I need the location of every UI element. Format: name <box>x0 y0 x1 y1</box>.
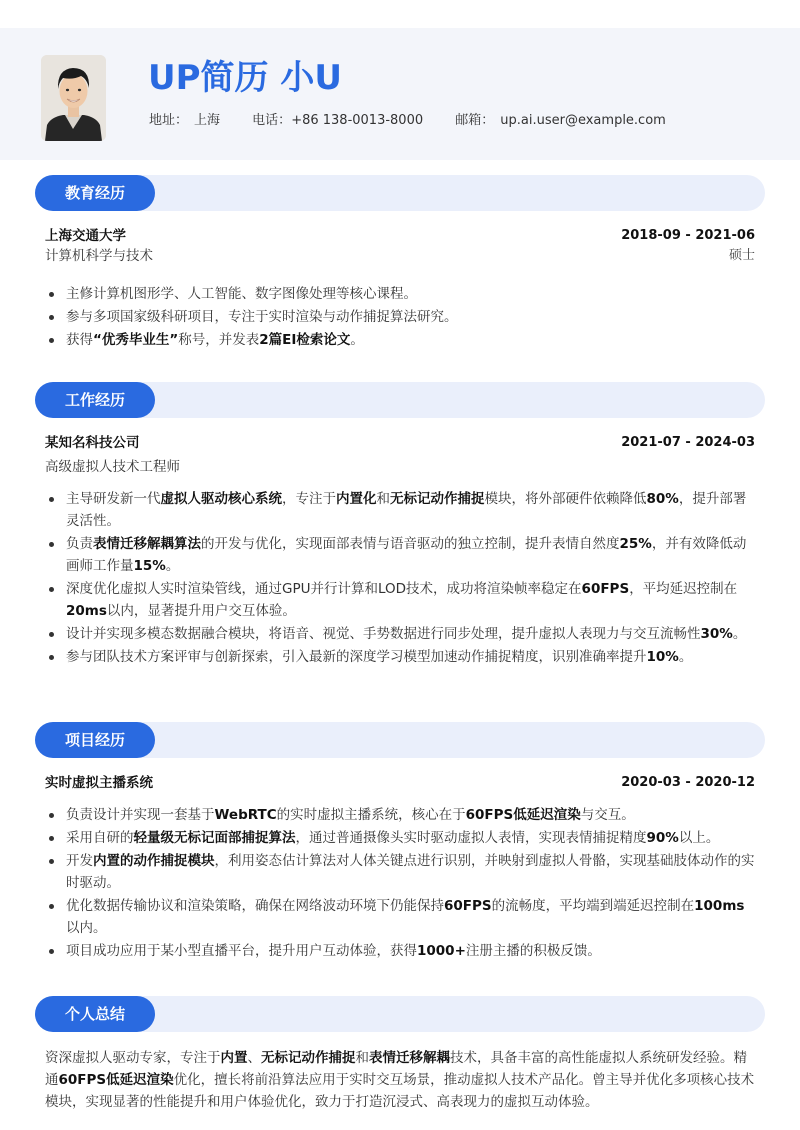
text-run: 优化数据传输协议和渲染策略，确保在网络波动环境下仍能保持 <box>66 898 444 914</box>
text-run: 优化，擅长将前沿算法应用于实时交互场景，推动虚拟人技术产品化。曾主导并优化多项核心技术模块，实现显著的性能提升和用户体验优化，致力于打造沉浸式、高表现力的虚拟互动体验。 <box>45 1072 755 1110</box>
bullet-item <box>45 646 755 668</box>
contact-email-label: 邮箱： <box>455 113 495 128</box>
work-bullets <box>45 488 755 669</box>
work-subrow <box>45 457 755 477</box>
project-name: 实时虚拟主播系统 <box>45 775 153 791</box>
text-run: 获得 <box>66 332 93 348</box>
text-run: 模块，将外部硬件依赖降低 <box>484 491 647 507</box>
text-run: 主导研发新一代 <box>66 491 161 507</box>
bullet-item <box>45 306 755 328</box>
text-run: ，提升部署灵活性。 <box>66 491 747 529</box>
section-education <box>35 175 765 211</box>
section-work-heading: 工作经历 <box>35 382 155 418</box>
highlight-text: 60FPS <box>581 581 630 597</box>
text-run: 深度优化虚拟人实时渲染管线，通过GPU并行计算和LOD技术，成功将渲染帧率稳定在 <box>66 581 582 597</box>
text-run: 与交互。 <box>580 807 635 823</box>
contact-address <box>149 113 220 129</box>
project-bullets <box>45 804 755 963</box>
highlight-text: 无标记动作捕捉 <box>390 491 485 507</box>
text-run: 负责设计并实现一套基于 <box>66 807 215 823</box>
bullet-item <box>45 623 755 645</box>
text-run: 。 <box>732 626 747 642</box>
contact-email-value: up.ai.user@example.com <box>500 113 666 128</box>
work-entry <box>45 433 755 453</box>
work-company: 某知名科技公司 <box>45 435 140 451</box>
section-summary <box>35 996 765 1032</box>
avatar-portrait-icon <box>41 55 106 141</box>
text-run: 以上。 <box>678 830 720 846</box>
highlight-text: 60FPS <box>444 898 492 914</box>
text-run: ，平均延迟控制在 <box>629 581 738 597</box>
section-project <box>35 722 765 758</box>
text-run: 参与团队技术方案评审与创新探索，引入最新的深度学习模型加速动作捕捉精度，识别准确率提升 <box>66 649 647 665</box>
highlight-text: “优秀毕业生” <box>93 332 179 348</box>
section-work <box>35 382 765 418</box>
highlight-text: 90% <box>646 830 679 846</box>
text-run: ，利用姿态估计算法对人体关键点进行识别，并映射到虚拟人骨骼，实现基础肢体动作的实时驱动。 <box>66 853 755 891</box>
text-run: 称号，并发表 <box>178 332 260 348</box>
text-run: 负责 <box>66 536 93 552</box>
education-degree: 硕士 <box>728 248 755 263</box>
text-run: 项目成功应用于某小型直播平台，提升用户互动体验，获得 <box>66 943 417 959</box>
contact-address-value: 上海 <box>194 113 221 128</box>
highlight-text: 80% <box>646 491 679 507</box>
text-run: 注册主播的积极反馈。 <box>465 943 601 959</box>
bullet-item <box>45 533 755 577</box>
text-run: 开发 <box>66 853 93 869</box>
highlight-text: 无标记动作捕捉 <box>261 1050 356 1066</box>
text-run: 主修计算机图形学、人工智能、数字图像处理等核心课程。 <box>66 286 417 302</box>
highlight-text: 60FPS低延迟渲染 <box>465 807 581 823</box>
highlight-text: 2篇EI检索论文 <box>259 332 351 348</box>
contact-phone-value: +86 138-0013-8000 <box>291 113 424 128</box>
work-date: 2021-07 - 2024-03 <box>621 435 755 450</box>
highlight-text: 15% <box>133 558 166 574</box>
text-run: 。 <box>165 558 180 574</box>
highlight-text: 10% <box>646 649 679 665</box>
highlight-text: 表情迁移解耦 <box>369 1050 450 1066</box>
education-bullets <box>45 283 755 352</box>
text-run: 和 <box>355 1050 369 1066</box>
text-run: 的实时虚拟主播系统，核心在于 <box>276 807 466 823</box>
section-summary-heading: 个人总结 <box>35 996 155 1032</box>
contact-phone-label: 电话： <box>252 113 292 128</box>
bullet-item <box>45 940 755 962</box>
text-run: 以内，显著提升用户交互体验。 <box>106 603 296 619</box>
highlight-text: 内置化 <box>336 491 377 507</box>
text-run: 。 <box>350 332 364 348</box>
education-subrow <box>45 246 755 266</box>
resume-header <box>0 28 800 160</box>
highlight-text: 轻量级无标记面部捕捉算法 <box>133 830 296 846</box>
section-project-heading: 项目经历 <box>35 722 155 758</box>
bullet-item <box>45 895 755 939</box>
text-run: 资深虚拟人驱动专家，专注于 <box>45 1050 221 1066</box>
highlight-text: 20ms <box>66 603 107 619</box>
highlight-text: 25% <box>619 536 652 552</box>
bullet-item <box>45 283 755 305</box>
highlight-text: 1000+ <box>417 943 466 959</box>
education-school: 上海交通大学 <box>45 228 126 244</box>
highlight-text: WebRTC <box>214 807 277 823</box>
highlight-text: 100ms <box>694 898 745 914</box>
bullet-item <box>45 488 755 532</box>
bullet-item <box>45 804 755 826</box>
contact-email <box>455 113 666 129</box>
resume-name: UP简历 小U <box>148 58 342 98</box>
text-run: 参与多项国家级科研项目，专注于实时渲染与动作捕捉算法研究。 <box>66 309 458 325</box>
highlight-text: 内置的动作捕捉模块 <box>93 853 215 869</box>
text-run: ，并有效降低动画师工作量 <box>66 536 747 574</box>
text-run: 的开发与优化，实现面部表情与语音驱动的独立控制，提升表情自然度 <box>201 536 620 552</box>
contact-phone <box>252 113 423 129</box>
text-run: ，专注于 <box>282 491 336 507</box>
avatar <box>41 55 106 141</box>
bullet-item <box>45 827 755 849</box>
bullet-item <box>45 329 755 351</box>
summary-text <box>45 1047 755 1113</box>
project-entry <box>45 773 755 793</box>
highlight-text: 60FPS低延迟渲染 <box>58 1072 174 1088</box>
text-run: 、 <box>247 1050 261 1066</box>
text-run: 采用自研的 <box>66 830 134 846</box>
text-run: 。 <box>678 649 693 665</box>
contact-info <box>149 113 694 129</box>
project-date: 2020-03 - 2020-12 <box>621 775 755 790</box>
highlight-text: 内置 <box>220 1050 248 1066</box>
text-run: 和 <box>376 491 390 507</box>
bullet-item <box>45 850 755 894</box>
work-role: 高级虚拟人技术工程师 <box>45 459 180 475</box>
section-education-heading: 教育经历 <box>35 175 155 211</box>
text-run: 以内。 <box>66 920 107 936</box>
highlight-text: 表情迁移解耦算法 <box>93 536 201 552</box>
highlight-text: 30% <box>700 626 733 642</box>
bullet-item <box>45 578 755 622</box>
education-date: 2018-09 - 2021-06 <box>621 228 755 243</box>
contact-address-label: 地址： <box>149 113 189 128</box>
text-run: 设计并实现多模态数据融合模块，将语音、视觉、手势数据进行同步处理，提升虚拟人表现力与交互流畅性 <box>66 626 701 642</box>
education-entry <box>45 226 755 246</box>
text-run: 的流畅度，平均端到端延迟控制在 <box>491 898 695 914</box>
highlight-text: 虚拟人驱动核心系统 <box>160 491 282 507</box>
text-run: 技术，具备丰富的高性能虚拟人系统研发经验。精通 <box>45 1050 747 1088</box>
education-major: 计算机科学与技术 <box>45 248 153 264</box>
text-run: ，通过普通摄像头实时驱动虚拟人表情，实现表情捕捉精度 <box>295 830 647 846</box>
